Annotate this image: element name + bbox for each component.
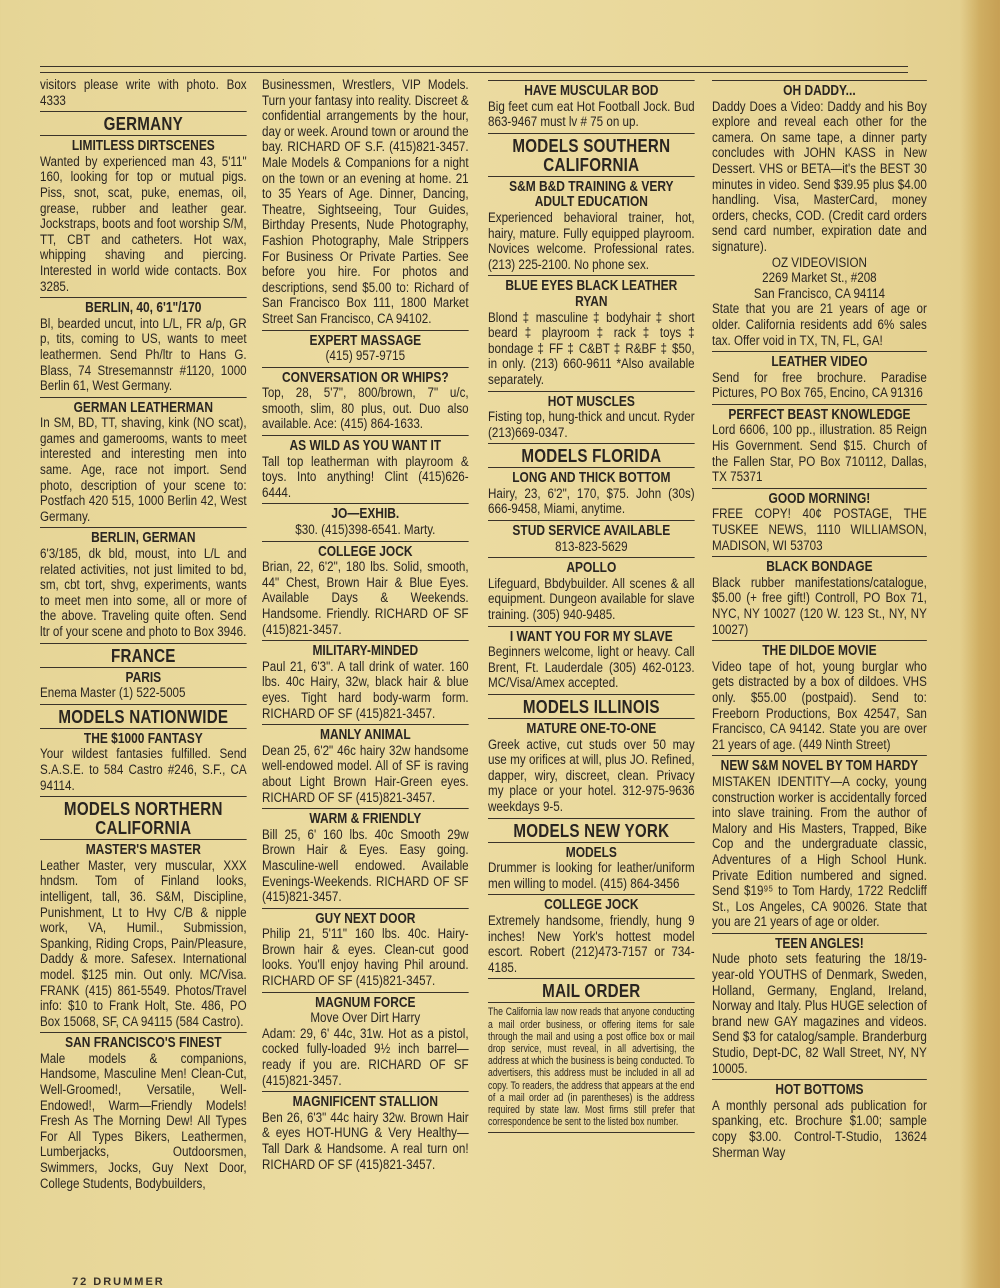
- ad-body: Big feet cum eat Hot Football Jock. Bud 863-9467 must lv # 75 on up.: [488, 98, 695, 131]
- section-heading: MODELS NATIONWIDE: [40, 704, 247, 726]
- ad-body: Brian, 22, 6'2", 180 lbs. Solid, smooth, 44" Chest, Brown Hair & Blue Eyes. Available Days & Weekends. Handsome. Friendly. RICHARD OF SF (415)821-3457.: [262, 559, 469, 638]
- ad-body: Blond ‡ masculine ‡ bodyhair ‡ short beard ‡ playroom ‡ rack ‡ toys ‡ bondage ‡ FF ‡ C&BT ‡ R&BF ‡ $50, in only. (213) 660-9611 *Also available separately.: [488, 309, 695, 388]
- ad-body: Businessmen, Wrestlers, VIP Models. Turn your fantasy into reality. Discreet & confidential arrangements by the hour, day or week. Around town or around the bay. RICHARD OF S.F. (415)821-3457. Male Models & Companions for a night on the town or an evening at home. 21 to 35 Years of Age. Dinner, Dancing, Theatre, Sightseeing, Tour Guides, Birthday Presents, Nude Photography, Fashion Photography, Male Strippers For Business Or Private Parties. See before you hire. For photos and descriptions, send $5.00 to: Richard of San Francisco Box 111, 1800 Market Street San Francisco, CA 94102.: [262, 77, 469, 327]
- column-3: [488, 78, 695, 1133]
- ad-title: MILITARY-MINDED: [262, 640, 469, 660]
- section-heading: MODELS NEW YORK: [488, 818, 695, 840]
- ad-title: MASTER'S MASTER: [40, 839, 247, 859]
- column-1: [40, 78, 247, 1192]
- ad-body: State that you are 21 years of age or older. California residents add 6% sales tax. Offer void in TX, TN, FL, GA!: [712, 301, 927, 349]
- ad-body: Send for free brochure. Paradise Pictures, PO Box 765, Encino, CA 91316: [712, 369, 927, 402]
- ad-body: Fisting top, hung-thick and uncut. Ryder (213)669-0347.: [488, 409, 695, 441]
- ad-title: HOT MUSCLES: [488, 391, 695, 411]
- ad-body: Drummer is looking for leather/uniform men willing to model. (415) 864-3456: [488, 860, 695, 892]
- ad-title: BLACK BONDAGE: [712, 556, 927, 576]
- ad-body: Enema Master (1) 522-5005: [40, 685, 186, 702]
- ad-title: NEW S&M NOVEL BY TOM HARDY: [712, 755, 927, 775]
- ad-title: GOOD MORNING!: [712, 488, 927, 508]
- top-rule-secondary: [40, 72, 908, 73]
- ad-title: MATURE ONE-TO-ONE: [488, 718, 695, 738]
- ad-title: AS WILD AS YOU WANT IT: [262, 435, 469, 455]
- ad-body: visitors please write with photo. Box 4333: [40, 77, 247, 109]
- section-heading: GERMANY: [40, 111, 247, 133]
- section-heading: MODELS SOUTHERN CALIFORNIA: [488, 133, 695, 174]
- ad-title: BLUE EYES BLACK LEATHER RYAN: [488, 275, 695, 310]
- ad-body: Beginners welcome, light or heavy. Call Brent, Ft. Lauderdale (305) 462-0123. MC/Visa/Amex accepted.: [488, 644, 695, 692]
- ad-body: Leather Master, very muscular, XXX hndsm. Tom of Finland looks, intelligent, tall, 36. S&M, Discipline, Punishment, Lt to Hvy C/B & nipple work, VA, Humil., Submission, Spanking, Riding Crops, Pain/Pleasure, Daddy & more. Safesex. International model. $125 min. Out only. MC/Visa. FRANK (415) 861-5549. Photos/Travel info: $10 to Frank Holt, Ste. 486, PO Box 15068, SF, CA 94115 (584 Castro).: [40, 857, 247, 1030]
- ad-title: S&M B&D TRAINING & VERY ADULT EDUCATION: [488, 176, 695, 211]
- ad-body: Extremely handsome, friendly, hung 9 inches! New York's hottest model escort. Robert (212)473-7157 or 734-4185.: [488, 912, 695, 976]
- mail-order-notice: The California law now reads that anyone conducting a mail order business, or offering items for sale through the mail and using a post office box or mail drop service, must reveal, in all advertising, the address at which the business is being conducted. To advertisers, this address must be included in all ad copy. To readers, the address that appears at the end of a mail order ad (in parentheses) is the address required by state law. Most firms still prefer that correspondence be sent to the listed box number.: [488, 1002, 695, 1133]
- ad-body: Hairy, 23, 6'2", 170, $75. John (30s) 666-9458, Miami, anytime.: [488, 485, 695, 518]
- ad-body: Black rubber manifestations/catalogue, $5.00 (+ free gift!) Controll, PO Box 71, NYC, NY 10027 (120 W. 123 St., NY, NY 10027): [712, 574, 927, 638]
- ad-title: COLLEGE JOCK: [262, 541, 469, 561]
- ad-body: Greek active, cut studs over 50 may use my orifices at will, plus JO. Refined, dapper, wiry, discreet, clean. Privacy my place or your hotel. 312-975-9636 weekdays 9-5.: [488, 736, 695, 815]
- section-heading: MODELS NORTHERN CALIFORNIA: [40, 796, 247, 837]
- ad-body: MISTAKEN IDENTITY—A cocky, young construction worker is accidentally forced into slave training. From the author of Malory and His Masters, Trapped, Bike Cop and the undergraduate classic, Adventures of a High School Hunk. Private Edition numbered and signed. Send $19⁹⁵ to Tom Hardy, 1722 Redcliff St., Los Angeles, CA 90026. State that you are 21 years of age or older.: [712, 773, 927, 931]
- ad-body: Daddy Does a Video: Daddy and his Boy explore and reveal each other for the camera. On same tape, a dinner party concludes with JOHN KASS in New Dessert. VHS or BETA—it's the BEST 30 minutes in video. Send $39.95 plus $4.00 handling. Visa, MasterCard, money orders, checks, COD. (Credit card orders send card number, expiration date and signature).: [712, 98, 927, 255]
- ad-body: Nude photo sets featuring the 18/19-year-old YOUTHS of Denmark, Sweden, Holland, Germany, England, Ireland, Norway and Italy. Plus HUGE selection of brand new GAY magazines and videos. Send $3 for catalog/sample. Branderburg Studio, Dept-DC, 82 Wall Street, NY, NY 10005.: [712, 951, 927, 1077]
- ad-title: I WANT YOU FOR MY SLAVE: [488, 626, 695, 646]
- ad-title: EXPERT MASSAGE: [262, 330, 469, 350]
- ad-body: Top, 28, 5'7", 800/brown, 7" u/c, smooth, slim, 80 plus, out. Duo also available. Ace: (415) 864-1633.: [262, 385, 469, 433]
- ad-title: STUD SERVICE AVAILABLE: [488, 520, 695, 540]
- ad-centered-line: San Francisco, CA 94114: [753, 285, 885, 302]
- ad-body: Experienced behavioral trainer, hot, hairy, mature. Fully equipped playroom. Novices welcome. Professional rates. (213) 225-2100. No phone sex.: [488, 209, 695, 273]
- ad-title: PARIS: [40, 667, 247, 687]
- ad-title: MAGNUM FORCE: [262, 992, 469, 1012]
- ad-title: HOT BOTTOMS: [712, 1079, 927, 1099]
- ad-title: MODELS: [488, 842, 695, 862]
- ad-title: SAN FRANCISCO'S FINEST: [40, 1032, 247, 1052]
- ad-body: Philip 21, 5'11" 160 lbs. 40c. Hairy-Brown hair & eyes. Clean-cut good looks. You'll enjoy having Phil around. RICHARD OF SF (415)821-3457.: [262, 926, 469, 990]
- ad-title: HAVE MUSCULAR BOD: [488, 80, 695, 100]
- ad-body: Lifeguard, Bbdybuilder. All scenes & all equipment. Dungeon available for slave training. (305) 940-9485.: [488, 575, 695, 624]
- ad-title: COLLEGE JOCK: [488, 894, 695, 914]
- ad-body: Adam: 29, 6' 44c, 31w. Hot as a pistol, cocked fully-loaded 9½ inch barrel—ready if you are. RICHARD OF SF (415)821-3457.: [262, 1025, 469, 1089]
- ad-body: Video tape of hot, young burglar who gets distracted by a box of dildoes. VHS only. $55.00 (postpaid). Send to: Freeborn Productions, Box 42547, San Francisco, CA 94142. State you are over 21 years of age. (449 Ninth Street): [712, 658, 927, 753]
- ad-centered-line: Move Over Dirt Harry: [310, 1010, 421, 1027]
- ad-body: Male models & companions, Handsome, Masculine Men! Clean-Cut, Well-Groomed!, Versatile, Well-Endowed!, Warm—Friendly Models! Fresh As The Morning Dew! All Types For All Types Bikers, Leathermen, Lumberjacks, Outdoorsmen, Swimmers, Jocks, Guy Next Door, College Students, Bodybuilders,: [40, 1050, 247, 1192]
- ad-title: MANLY ANIMAL: [262, 724, 469, 744]
- ad-body: Tall top leatherman with playroom & toys. Into anything! Clint (415)626-6444.: [262, 453, 469, 501]
- ad-body: In SM, BD, TT, shaving, kink (NO scat), games and gamerooms, wants to meet interested and interesting men into same. Age, race not import. Send photo, description of your scene to: Postfach 420 515, 1000 Berlin 42, West Germany.: [40, 415, 247, 525]
- ad-title: THE DILDOE MOVIE: [712, 640, 927, 660]
- section-heading: FRANCE: [40, 643, 247, 665]
- column-2: [262, 78, 469, 1173]
- section-heading: MODELS FLORIDA: [488, 443, 695, 465]
- ad-body: Dean 25, 6'2" 46c hairy 32w handsome well-endowed model. All of SF is raving about Light Brown Hair-Green eyes. RICHARD OF SF (415)821-3457.: [262, 742, 469, 806]
- ad-centered-line: (415) 957-9715: [325, 348, 406, 365]
- ad-centered-line: OZ VIDEOVISION: [771, 254, 867, 271]
- ad-centered-line: $30. (415)398-6541. Marty.: [295, 522, 436, 539]
- ad-title: CONVERSATION OR WHIPS?: [262, 367, 469, 387]
- ad-title: GUY NEXT DOOR: [262, 908, 469, 928]
- ad-body: Paul 21, 6'3". A tall drink of water. 160 lbs. 40c Hairy, 32w, black hair & blue eyes. Tight hard body-warm form. RICHARD OF SF (415)821-3457.: [262, 658, 469, 722]
- ad-body: Your wildest fantasies fulfilled. Send S.A.S.E. to 584 Castro #246, S.F., CA 94114.: [40, 746, 247, 794]
- ad-centered-line: 2269 Market St., #208: [762, 270, 877, 287]
- ad-title: BERLIN, GERMAN: [40, 527, 247, 547]
- ad-body: A monthly personal ads publication for spanking, etc. Brochure $1.00; sample copy $3.00. Control-T-Studio, 13624 Sherman Way: [712, 1097, 927, 1161]
- ad-title: OH DADDY...: [712, 80, 927, 100]
- section-heading: MODELS ILLINOIS: [488, 694, 695, 716]
- ad-body: Wanted by experienced man 43, 5'11" 160, looking for top or mutual pigs. Piss, snot, scat, puke, enemas, oil, grease, rubber and leather gear. Jockstraps, boots and foot worship S/M, TT, CBT and catheters. Hot wax, whipping shaving and piercing. Interested in world wide contacts. Box 3285.: [40, 153, 247, 295]
- ad-centered-line: 813-823-5629: [555, 538, 628, 555]
- ad-title: TEEN ANGLES!: [712, 933, 927, 953]
- ad-body: FREE COPY! 40¢ POSTAGE, THE TUSKEE NEWS, 1110 WILLIAMSON, MADISON, WI 53703: [712, 506, 927, 554]
- ad-body: 6'3/185, dk bld, moust, into L/L and related activities, not just limited to bd, sm, cbt tort, shvg, experiments, wants to meet men into some, all or more of the above. Traveling quite often. Send ltr of your scene and photo to Box 3946.: [40, 546, 247, 640]
- ad-title: BERLIN, 40, 6'1"/170: [40, 297, 247, 317]
- column-4: [712, 78, 927, 1161]
- top-rule: [40, 66, 908, 67]
- ad-body: Bl, bearded uncut, into L/L, FR a/p, GR p, tits, coming to US, wants to meet leathermen. Send Ph/ltr to Hans G. Blass, 74 Stresemannstr #1120, 1000 Berlin 61, West Germany.: [40, 315, 247, 395]
- ad-body: Bill 25, 6' 160 lbs. 40c Smooth 29w Brown Hair & Eyes. Easy going. Masculine-well endowed. Available Evenings-Weekends. RICHARD OF SF (415)821-3457.: [262, 826, 469, 906]
- ad-title: MAGNIFICENT STALLION: [262, 1091, 469, 1111]
- ad-title: PERFECT BEAST KNOWLEDGE: [712, 404, 927, 424]
- ad-title: LONG AND THICK BOTTOM: [488, 467, 695, 487]
- page-footer: 72 DRUMMER: [72, 1276, 165, 1288]
- ad-title: THE $1000 FANTASY: [40, 728, 247, 748]
- ad-title: JO—EXHIB.: [262, 503, 469, 523]
- ad-body: Lord 6606, 100 pp., illustration. 85 Reign His Government. Send $15. Church of the Fallen Star, PO Box 710112, Dallas, TX 75371: [712, 422, 927, 486]
- ad-body: Ben 26, 6'3" 44c hairy 32w. Brown Hair & eyes HOT-HUNG & Very Healthy—Tall Dark & Handsome. A real turn on! RICHARD OF SF (415)821-3457.: [262, 1109, 469, 1173]
- ad-title: WARM & FRIENDLY: [262, 808, 469, 828]
- ad-title: LIMITLESS DIRTSCENES: [40, 135, 247, 155]
- ad-title: LEATHER VIDEO: [712, 351, 927, 371]
- ad-title: APOLLO: [488, 557, 695, 577]
- section-heading: MAIL ORDER: [488, 978, 695, 1000]
- ad-title: GERMAN LEATHERMAN: [40, 397, 247, 417]
